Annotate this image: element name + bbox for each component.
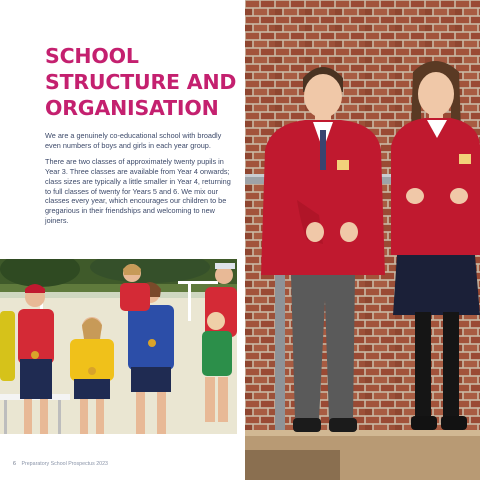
pupils-photo xyxy=(245,0,480,480)
body-text xyxy=(45,131,237,232)
page-title-line-3: ORGANISATION xyxy=(45,96,219,120)
page-footer xyxy=(13,461,108,467)
page-title-line-1: SCHOOL xyxy=(45,44,139,68)
sports-day-photo xyxy=(0,259,237,434)
publication-title: Preparatory School Prospectus 2023 xyxy=(21,461,109,467)
intro-paragraph: We are a genuinely co-educational school with broadly even numbers of boys and girls in each year group. xyxy=(45,131,222,150)
page-title xyxy=(45,43,235,121)
page-title-line-2: STRUCTURE AND xyxy=(45,70,237,94)
class-structure-paragraph: There are two classes of approximately twenty pupils in Year 3. Three classes are available from Year 4 onwards; class sizes are typically a little smaller in Year 4, returning to full classes of twenty for Years 5 and 6. We mix our classes every year, which encourages our children to be gregarious in their friendships and welcoming to new joiners. xyxy=(45,156,231,226)
page-number: 6 xyxy=(13,461,16,467)
